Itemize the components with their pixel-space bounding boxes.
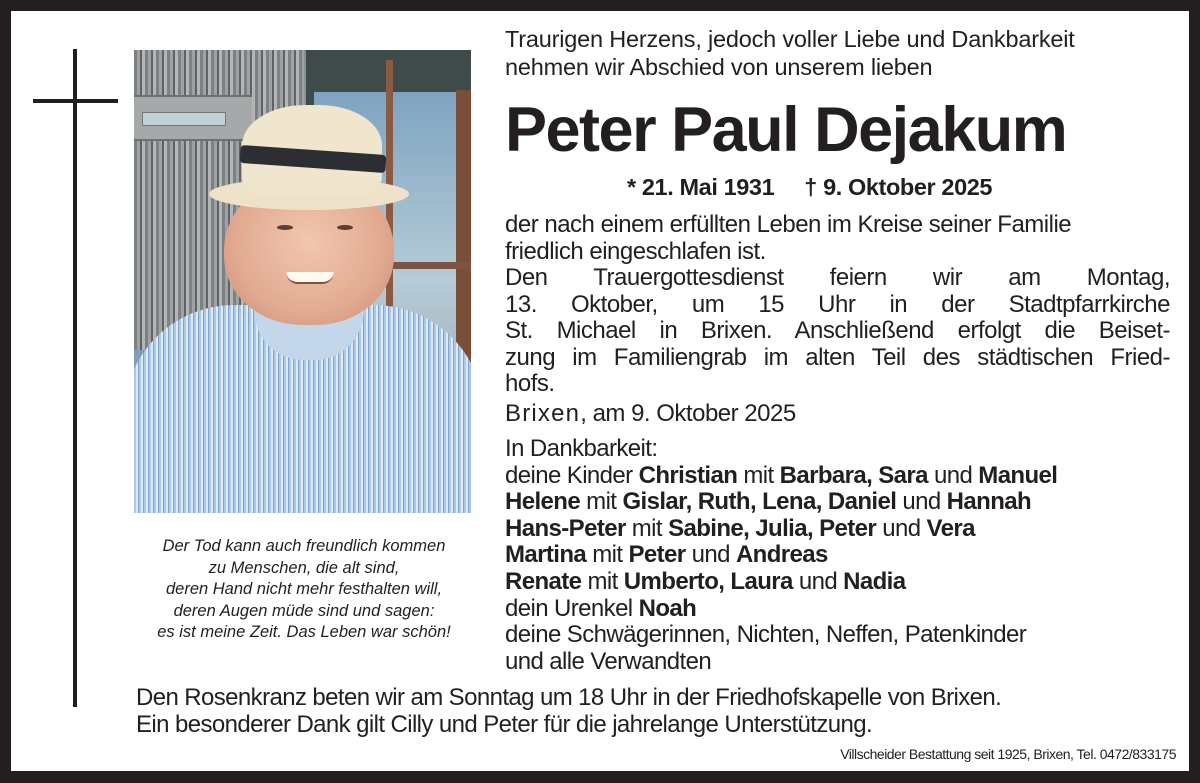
closing-line: Ein besonderer Dank gilt Cilly und Peter für die jahrelange Unterstützung. bbox=[136, 711, 873, 738]
poem-line: deren Hand nicht mehr festhalten will, bbox=[165, 580, 443, 598]
body-line: hofs. bbox=[505, 370, 555, 397]
body-line: Den Trauergottesdienst feiern wir am Montag, bbox=[505, 264, 1170, 291]
closing-text bbox=[136, 684, 1001, 738]
family-line: Hans-Peter mit Sabine, Julia, Peter und Vera bbox=[505, 514, 975, 542]
death-date: † 9. Oktober 2025 bbox=[804, 174, 993, 200]
family-line: deine Kinder Christian mit Barbara, Sara und Manuel bbox=[505, 461, 1058, 489]
poem-line: es ist meine Zeit. Das Leben war schön! bbox=[157, 623, 451, 641]
place-city: Brixen bbox=[505, 400, 581, 427]
place-and-date bbox=[505, 400, 1170, 428]
intro-line: nehmen wir Abschied von unserem lieben bbox=[505, 54, 933, 80]
great-grandchild-line: dein Urenkel Noah bbox=[505, 594, 697, 622]
birth-date: * 21. Mai 1931 bbox=[627, 174, 775, 200]
life-dates bbox=[627, 173, 1127, 201]
intro-text bbox=[505, 25, 1170, 81]
deceased-name: Peter Paul Dejakum bbox=[505, 95, 1067, 165]
family-line: Martina mit Peter und Andreas bbox=[505, 541, 828, 569]
cross-icon-vertical bbox=[73, 49, 77, 707]
poem-line: zu Menschen, die alt sind, bbox=[208, 558, 400, 577]
cross-icon-horizontal bbox=[33, 99, 118, 103]
family-line: Helene mit Gislar, Ruth, Lena, Daniel und Hannah bbox=[505, 488, 1032, 516]
poem-line: deren Augen müde sind und sagen: bbox=[173, 601, 435, 620]
thanks-heading: In Dankbarkeit: bbox=[505, 435, 658, 462]
body-line: St. Michael in Brixen. Anschließend erfolgt die Beiset- bbox=[505, 317, 1170, 344]
body-line: zung im Familiengrab im alten Teil des städtischen Fried- bbox=[505, 343, 1170, 371]
poem-line: Der Tod kann auch freundlich kommen bbox=[162, 537, 446, 555]
family-line: Renate mit Umberto, Laura und Nadia bbox=[505, 567, 906, 595]
body-line: der nach einem erfüllten Leben im Kreise seiner Familie bbox=[505, 211, 1072, 238]
intro-line: Traurigen Herzens, jedoch voller Liebe und Dankbarkeit bbox=[505, 26, 1075, 52]
body-line: friedlich eingeschlafen ist. bbox=[505, 237, 766, 265]
poem bbox=[126, 536, 482, 644]
mourners-list bbox=[505, 436, 1170, 675]
relatives-line: und alle Verwandten bbox=[505, 647, 712, 675]
closing-line: Den Rosenkranz beten wir am Sonntag um 18 Uhr in der Friedhofskapelle von Brixen. bbox=[136, 684, 1002, 711]
funeral-home-footer: Villscheider Bestattung seit 1925, Brixen, Tel. 0472/833175 bbox=[840, 746, 1176, 762]
portrait-photo bbox=[134, 50, 471, 513]
body-line: 13. Oktober, um 15 Uhr in der Stadtpfarrkirche bbox=[505, 290, 1170, 318]
body-text bbox=[505, 212, 1170, 398]
relatives-line: deine Schwägerinnen, Nichten, Neffen, Patenkinder bbox=[505, 621, 1027, 649]
place-date: , am 9. Oktober 2025 bbox=[580, 400, 796, 427]
